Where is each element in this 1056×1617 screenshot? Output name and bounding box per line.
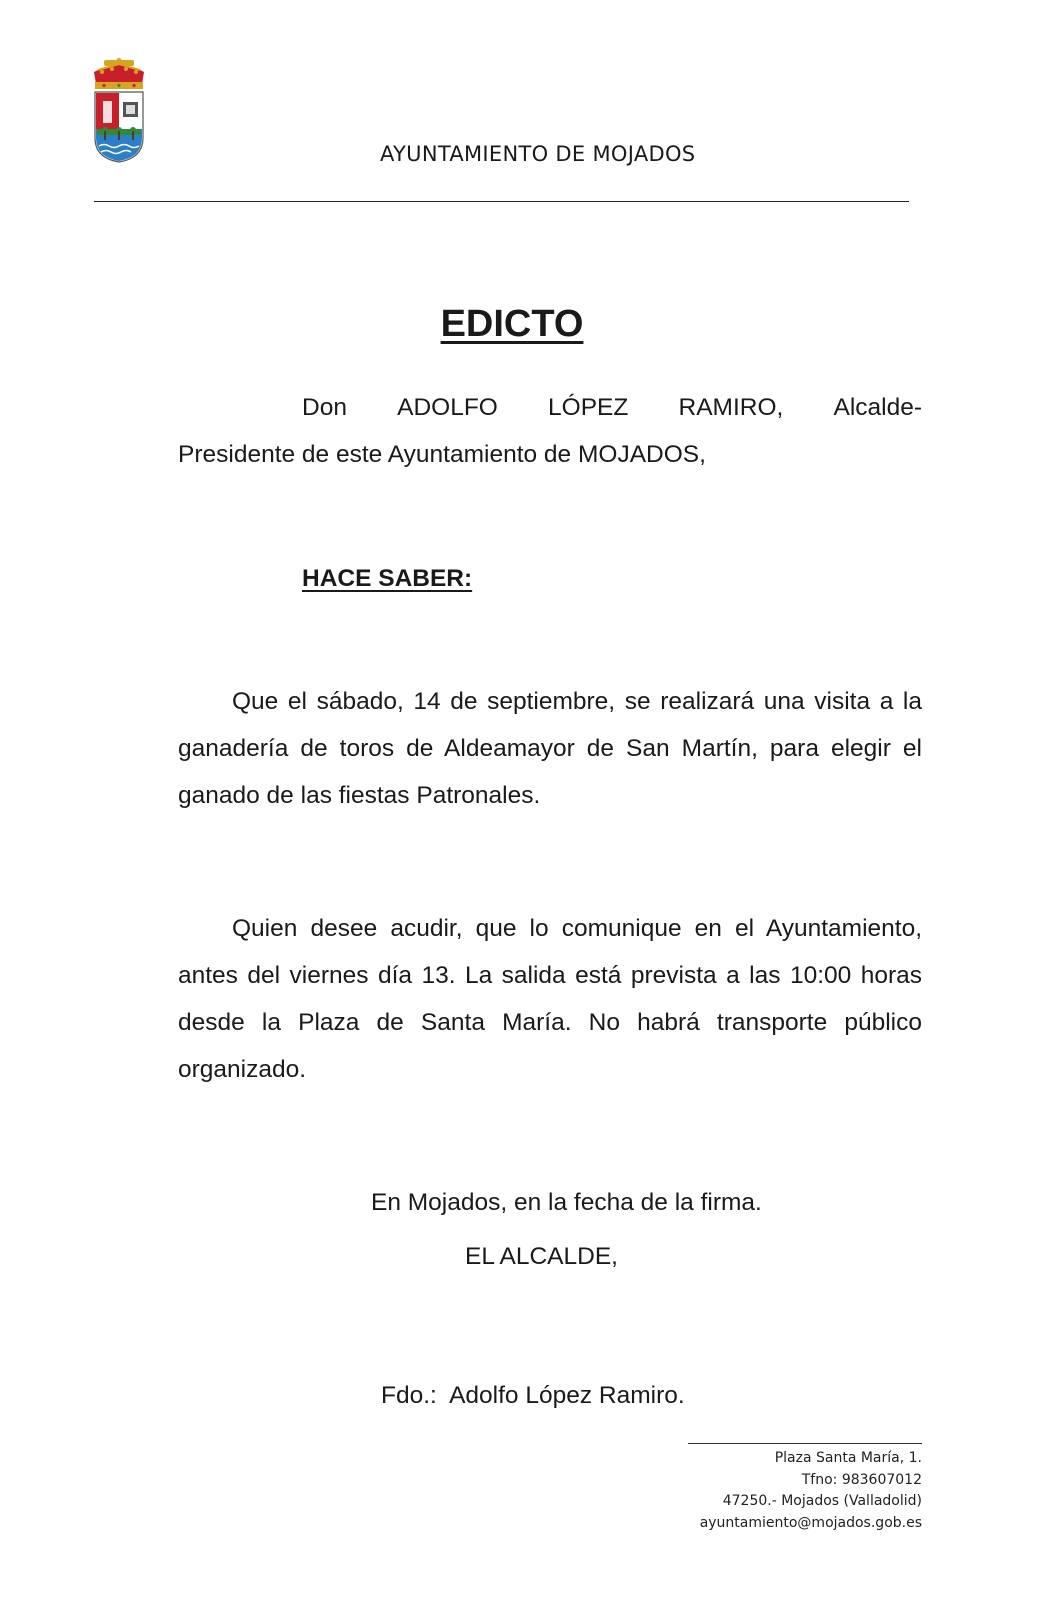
intro-word: LÓPEZ [548,394,629,421]
paragraph-registration: Quien desee acudir, que lo comunique en el Ayuntamiento, antes del viernes día 13. La salida está prevista a las 10:00 horas desde la Plaza de Santa María. No habrá transporte público organizado. [178,915,922,1083]
document-title-text: EDICTO [440,303,584,345]
intro-word: Don [302,394,347,421]
footer-city: 47250.- Mojados (Valladolid) [722,1493,922,1509]
intro-word: RAMIRO, [678,394,784,421]
paragraph-visit: Que el sábado, 14 de septiembre, se realizará una visita a la ganadería de toros de Aldeamayor de San Martín, para elegir el ganado de las fiestas Patronales. [178,688,922,809]
intro-word: ADOLFO [397,394,498,421]
header-divider [94,201,909,202]
announce-heading: HACE SABER: [302,565,473,592]
intro-paragraph [178,384,922,478]
footer-phone: Tfno: 983607012 [801,1471,922,1488]
footer-address: Plaza Santa María, 1. [774,1450,922,1466]
municipal-coat-of-arms-icon [90,58,148,166]
footer-divider [688,1443,922,1444]
signature-line: Fdo.: Adolfo López Ramiro. [381,1382,685,1409]
footer-contact [600,1448,922,1534]
document-title [0,303,1056,346]
signer-role: EL ALCALDE, [465,1243,618,1270]
organization-name: AYUNTAMIENTO DE MOJADOS [380,142,696,166]
closing-line: En Mojados, en la fecha de la firma. [371,1189,762,1216]
intro-line-2: Presidente de este Ayuntamiento de MOJADOS, [178,441,706,468]
intro-line-1 [178,384,922,431]
footer-email: ayuntamiento@mojados.gob.es [699,1514,922,1531]
intro-word: Alcalde- [833,394,922,421]
